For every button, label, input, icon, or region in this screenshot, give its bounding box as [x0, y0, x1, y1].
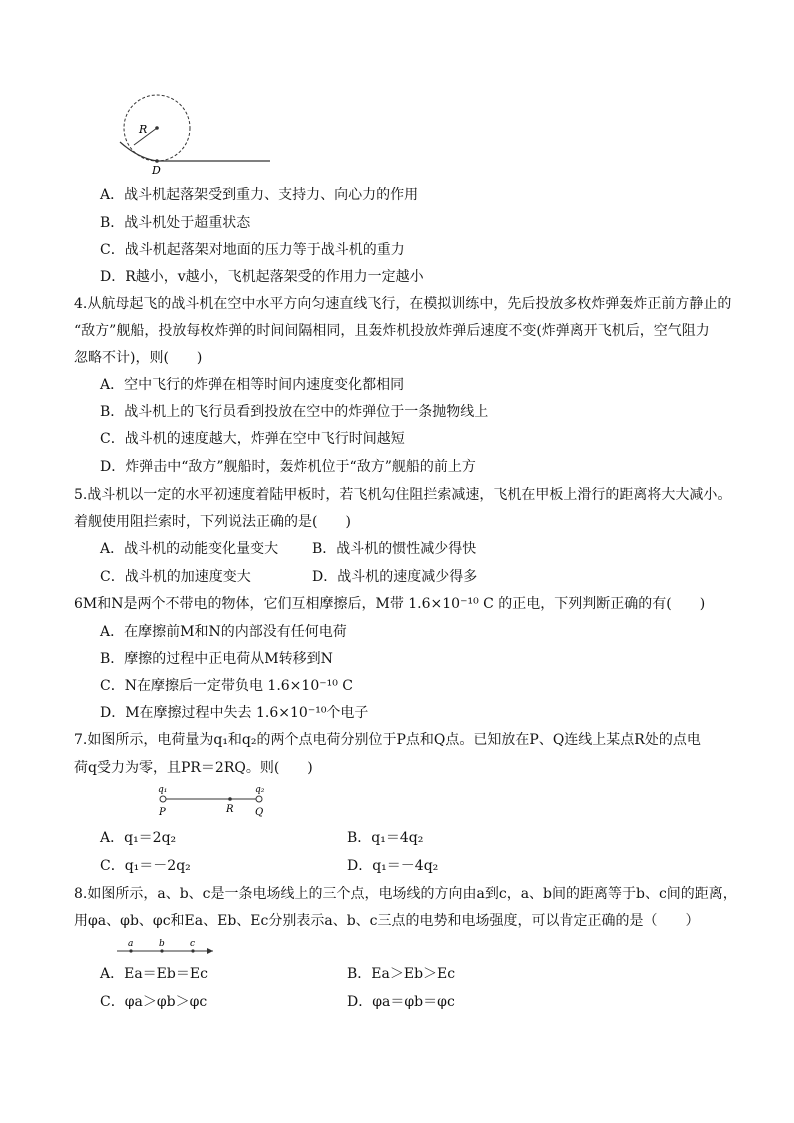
- point-Q: [256, 796, 262, 802]
- charges-line-figure: [150, 784, 280, 820]
- q3-option-b: B．战斗机处于超重状态: [100, 215, 251, 231]
- q6-option-c: C．N在摩擦后一定带负电 1.6×10⁻¹⁰ C: [100, 678, 353, 694]
- q6-option-b: B．摩擦的过程中正电荷从M转移到N: [100, 651, 333, 667]
- q4-stem-line3: 忽略不计)，则( ): [74, 350, 203, 366]
- point-a: [129, 949, 132, 952]
- q5-option-b: B．战斗机的惯性减少得快: [312, 541, 477, 557]
- q8-option-b: B．Ea＞Eb＞Ec: [347, 966, 456, 982]
- q3-option-a: A．战斗机起落架受到重力、支持力、向心力的作用: [100, 187, 419, 203]
- label-R: R: [139, 123, 148, 136]
- q7-option-c: C．q₁＝－2q₂: [100, 858, 191, 874]
- point-c: [191, 949, 194, 952]
- q7-stem-line1: 7.如图所示，电荷量为q₁和q₂的两个点电荷分别位于P点和Q点。已知放在P、Q连线上某点R处的点电: [74, 732, 701, 748]
- q4-stem-line2: “敌方”舰船，投放每枚炸弹的时间间隔相同，且轰炸机投放炸弹后速度不变(炸弹离开飞机后，空气阻力: [74, 323, 710, 339]
- q5-option-c: C．战斗机的加速度变大: [100, 569, 251, 585]
- curved-approach: [120, 142, 157, 161]
- q3-option-c: C．战斗机起落架对地面的压力等于战斗机的重力: [100, 242, 405, 258]
- q7-option-b: B．q₁＝4q₂: [347, 830, 424, 846]
- q4-option-d: D．炸弹击中“敌方”舰船时，轰炸机位于“敌方”舰船的前上方: [100, 459, 476, 475]
- field-line-figure: [115, 938, 220, 958]
- label-Q: Q: [255, 807, 264, 818]
- q4-option-c: C．战斗机的速度越大，炸弹在空中飞行时间越短: [100, 431, 405, 447]
- label-b: b: [159, 939, 165, 949]
- point-b: [160, 949, 163, 952]
- q5-option-a: A．战斗机的动能变化量变大: [100, 541, 279, 557]
- q8-option-c: C．φa＞φb＞φc: [100, 994, 208, 1010]
- q4-option-b: B．战斗机上的飞行员看到投放在空中的炸弹位于一条抛物线上: [100, 404, 489, 420]
- circle-track-figure: [110, 92, 280, 177]
- q5-stem-line2: 着舰使用阻拦索时，下列说法正确的是( ): [74, 514, 351, 530]
- q7-option-d: D．q₁＝－4q₂: [347, 858, 439, 874]
- point-P: [160, 796, 166, 802]
- q5-option-d: D．战斗机的速度减少得多: [312, 569, 478, 585]
- q6-option-a: A．在摩擦前M和N的内部没有任何电荷: [100, 624, 347, 640]
- q6-stem: 6M和N是两个不带电的物体，它们互相摩擦后，M带 1.6×10⁻¹⁰ C 的正电，下列判断正确的有( ): [74, 596, 706, 612]
- label-c: c: [190, 939, 196, 949]
- label-R2: R: [226, 804, 234, 815]
- point-R: [228, 797, 232, 801]
- q8-stem-line2: 用φa、φb、φc和Ea、Eb、Ec分别表示a、b、c三点的电势和电场强度，可以肯定正确的是（ ）: [74, 913, 700, 929]
- q5-stem-line1: 5.战斗机以一定的水平初速度着陆甲板时，若飞机勾住阻拦索减速，飞机在甲板上滑行的距离将大大减小。: [74, 487, 732, 503]
- label-P: P: [159, 807, 166, 818]
- label-q1: q₁: [158, 785, 168, 795]
- q8-option-d: D．φa＝φb＝φc: [347, 994, 455, 1010]
- arrow-head: [207, 948, 213, 954]
- q4-stem-line1: 4.从航母起飞的战斗机在空中水平方向匀速直线飞行，在模拟训练中，先后投放多枚炸弹轰炸正前方静止的: [74, 296, 732, 312]
- q8-stem-line1: 8.如图所示，a、b、c是一条电场线上的三个点，电场线的方向由a到c，a、b间的距离等于b、c间的距离，: [74, 886, 737, 902]
- q3-option-d: D．R越小，v越小，飞机起落架受的作用力一定越小: [100, 269, 424, 285]
- label-D: D: [152, 164, 161, 177]
- label-a: a: [128, 939, 134, 949]
- q4-option-a: A．空中飞行的炸弹在相等时间内速度变化都相同: [100, 377, 405, 393]
- label-q2: q₂: [255, 785, 265, 795]
- q7-stem-line2: 荷q受力为零，且PR＝2RQ。则( ): [74, 760, 313, 776]
- q7-option-a: A．q₁＝2q₂: [100, 830, 177, 846]
- q6-option-d: D．M在摩擦过程中失去 1.6×10⁻¹⁰个电子: [100, 705, 369, 721]
- q8-option-a: A．Ea＝Eb＝Ec: [100, 966, 208, 982]
